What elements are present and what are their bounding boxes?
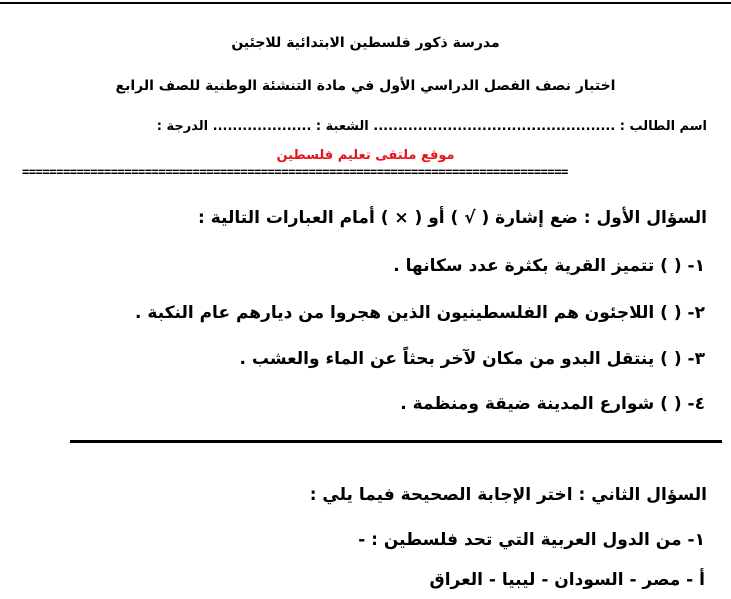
- question-2-item-1: ١- من الدول العربية التي تحد فلسطين : -: [358, 530, 705, 550]
- question-2-title: السؤال الثاني : اختر الإجابة الصحيحة فيما يلي :: [309, 485, 707, 505]
- question-2-options: أ - مصر - السودان - ليبيا - العراق: [429, 570, 705, 590]
- top-border-line: [0, 2, 731, 4]
- question-1-item-2: ٢- ( ) اللاجئون هم الفلسطينيون الذين هجروا من ديارهم عام النكبة .: [135, 303, 705, 323]
- exam-title: اختبار نصف الفصل الدراسي الأول في مادة التنشئة الوطنية للصف الرابع: [115, 78, 616, 94]
- student-info-line: اسم الطالب : ................................................. الشعبة : .................... الدرجة :: [156, 119, 707, 134]
- question-1-title: السؤال الأول : ضع إشارة ( √ ) أو ( × ) أمام العبارات التالية :: [198, 208, 707, 228]
- question-1-item-3: ٣- ( ) ينتقل البدو من مكان لآخر بحثاً عن الماء والعشب .: [239, 349, 705, 369]
- question-1-item-4: ٤- ( ) شوارع المدينة ضيقة ومنظمة .: [400, 394, 705, 414]
- section-divider: [70, 440, 722, 443]
- question-1-item-1: ١- ( ) تتميز القرية بكثرة عدد سكانها .: [393, 256, 705, 276]
- site-label: موقع ملتقى تعليم فلسطين: [276, 148, 455, 163]
- separator-line: ================================================================================: [22, 165, 568, 179]
- school-name: مدرسة ذكور فلسطين الابتدائية للاجئين: [231, 35, 500, 51]
